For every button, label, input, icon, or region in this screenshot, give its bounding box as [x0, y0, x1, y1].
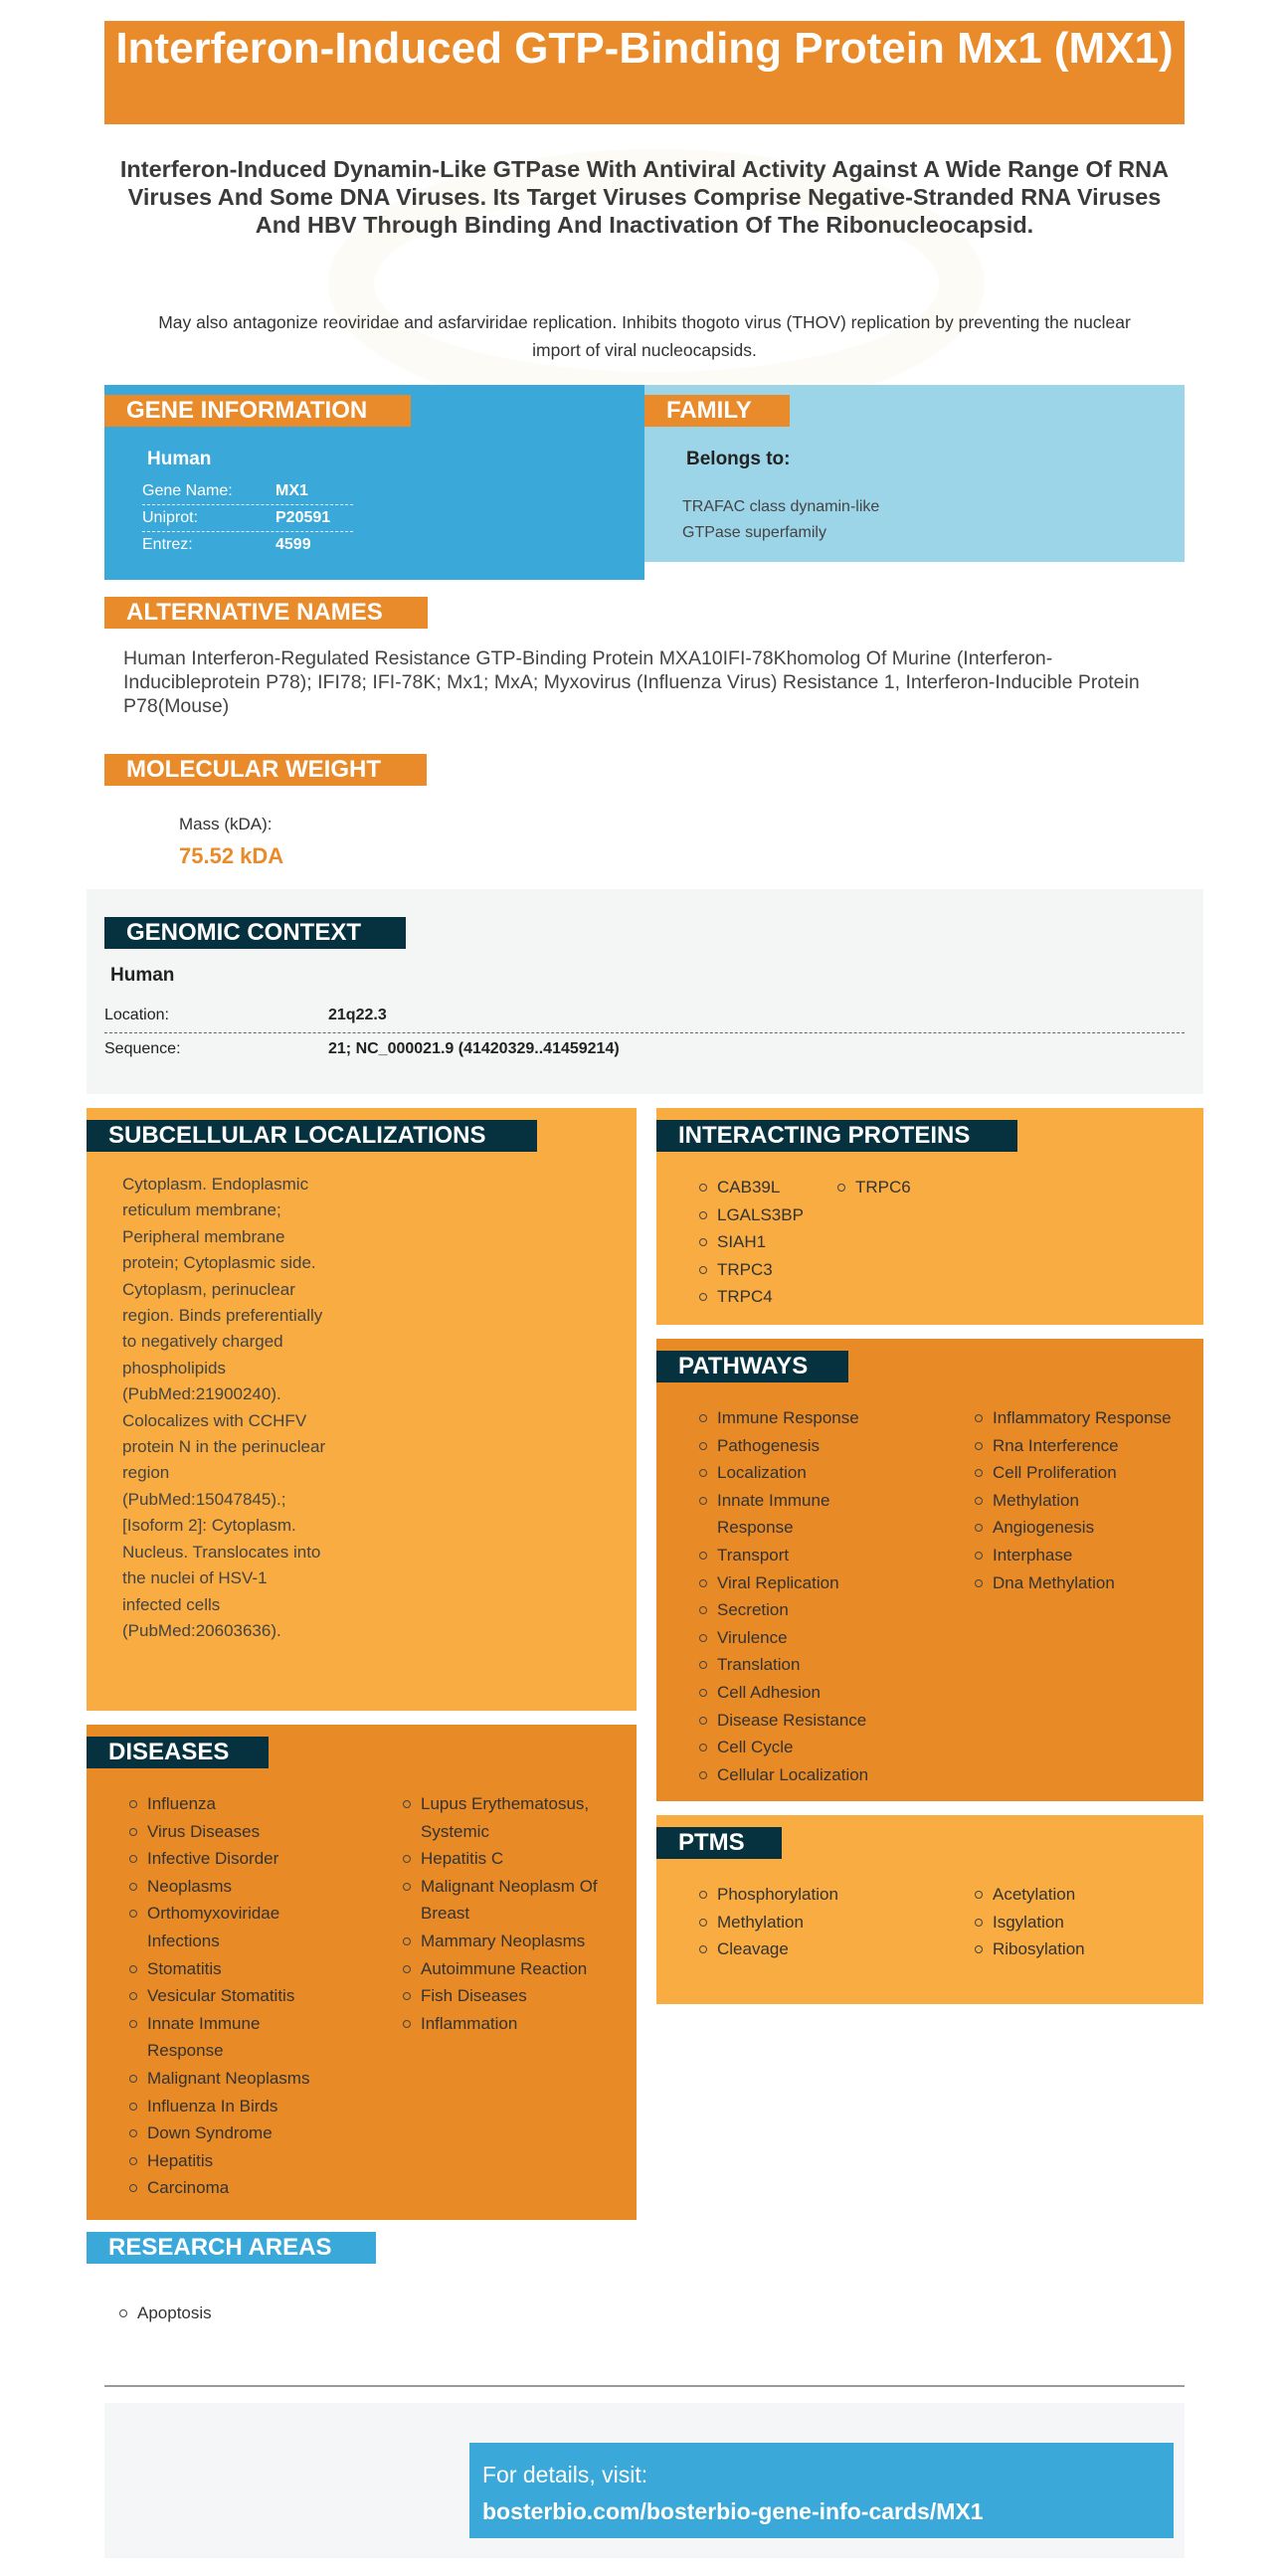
entrez-key: Entrez:	[142, 536, 193, 553]
list-item: Viral Replication	[699, 1569, 948, 1597]
diseases-list-2	[403, 1790, 620, 2037]
list-item: Innate Immune Response	[699, 1487, 848, 1542]
research-areas-list	[119, 2300, 418, 2327]
footer-details-link[interactable]: bosterbio.com/bosterbio-gene-info-cards/MX1	[482, 2498, 984, 2524]
list-item: Stomatitis	[129, 1955, 328, 1983]
diseases-panel	[87, 1725, 637, 2220]
list-item: TRPC4	[699, 1283, 828, 1311]
list-item: Hepatitis C	[403, 1845, 620, 1873]
list-item: Cell Adhesion	[699, 1679, 948, 1707]
uniprot-value[interactable]: P20591	[275, 509, 331, 526]
list-item: Rna Interference	[975, 1432, 1198, 1460]
ptms-label: PTMS	[656, 1827, 782, 1859]
list-item: Inflammation	[403, 2010, 620, 2038]
list-item: Fish Diseases	[403, 1982, 620, 2010]
research-areas-label: RESEARCH AREAS	[87, 2232, 376, 2264]
list-item: Secretion	[699, 1596, 948, 1624]
sequence-value: 21; NC_000021.9 (41420329..41459214)	[328, 1040, 620, 1057]
alternative-names-label: ALTERNATIVE NAMES	[104, 597, 428, 629]
list-item: Immune Response	[699, 1404, 948, 1432]
row-divider	[142, 504, 353, 505]
list-item: Malignant Neoplasm Of Breast	[403, 1873, 602, 1928]
list-item: Vesicular Stomatitis	[129, 1982, 328, 2010]
row-divider	[104, 1032, 1185, 1033]
list-item: Innate Immune Response	[129, 2010, 298, 2065]
list-item: Phosphorylation	[699, 1881, 948, 1909]
list-item: TRPC3	[699, 1256, 828, 1284]
list-item: Inflammatory Response	[975, 1404, 1198, 1432]
interacting-proteins-list-1	[699, 1174, 828, 1311]
molecular-weight-label: MOLECULAR WEIGHT	[104, 754, 427, 786]
list-item: Dna Methylation	[975, 1569, 1198, 1597]
genomic-context-panel	[87, 889, 1203, 1094]
interacting-proteins-list-2	[837, 1174, 957, 1201]
list-item: Disease Resistance	[699, 1707, 948, 1735]
gene-name-value: MX1	[275, 482, 308, 499]
row-divider	[142, 531, 353, 532]
list-item: Down Syndrome	[129, 2119, 328, 2147]
list-item: Virulence	[699, 1624, 948, 1652]
diseases-list-1	[129, 1790, 328, 2202]
entrez-value[interactable]: 4599	[275, 536, 311, 553]
list-item: Transport	[699, 1542, 948, 1569]
footer-details-box	[469, 2443, 1174, 2538]
list-item: Translation	[699, 1651, 948, 1679]
ptms-list-2	[975, 1881, 1193, 1963]
list-item: Neoplasms	[129, 1873, 328, 1901]
mass-value: 75.52 kDA	[179, 843, 284, 868]
list-item: Cellular Localization	[699, 1761, 948, 1789]
footer-visit-text: For details, visit:	[482, 2462, 648, 2487]
interacting-proteins-panel	[656, 1108, 1203, 1325]
list-item: Cell Cycle	[699, 1734, 948, 1761]
family-panel	[644, 385, 1185, 562]
pathways-panel	[656, 1339, 1203, 1801]
list-item: Malignant Neoplasms	[129, 2065, 328, 2093]
list-item: Autoimmune Reaction	[403, 1955, 620, 1983]
list-item: Angiogenesis	[975, 1514, 1198, 1542]
list-item: Orthomyxoviridae Infections	[129, 1900, 298, 1954]
genomic-context-label: GENOMIC CONTEXT	[104, 917, 406, 949]
family-heading: Belongs to:	[686, 449, 791, 469]
list-item: Infective Disorder	[129, 1845, 328, 1873]
list-item: Ribosylation	[975, 1935, 1193, 1963]
list-item: SIAH1	[699, 1228, 828, 1256]
alternative-names-text: Human Interferon-Regulated Resistance GTP-Binding Protein MXA10IFI-78Khomolog Of Murine (Interferon-Inducibleprotein P78); IFI78; IFI-78K; Mx1; MxA; Myxovirus (Influenza Virus) Resistance 1, Interferon-Inducible Protein P78(Mouse)	[123, 647, 1140, 717]
list-item: Acetylation	[975, 1881, 1193, 1909]
page-title: Interferon-Induced GTP-Binding Protein Mx1 (MX1)	[104, 21, 1185, 124]
location-key: Location:	[104, 1007, 169, 1023]
location-value: 21q22.3	[328, 1007, 387, 1023]
pathways-label: PATHWAYS	[656, 1351, 848, 1382]
list-item: TRPC6	[837, 1174, 957, 1201]
list-item: Methylation	[975, 1487, 1198, 1515]
gene-name-key: Gene Name:	[142, 482, 233, 499]
mass-label: Mass (kDA):	[179, 815, 273, 833]
list-item: Isgylation	[975, 1909, 1193, 1936]
pathways-list-2	[975, 1404, 1198, 1596]
protein-summary-extra: May also antagonize reoviridae and asfarviridae replication. Inhibits thogoto virus (THOV) replication by preventing the nuclear import of viral nucleocapsids.	[158, 312, 1131, 360]
sequence-key: Sequence:	[104, 1040, 181, 1057]
subcellular-text: Cytoplasm. Endoplasmic reticulum membrane; Peripheral membrane protein; Cytoplasmic side. Cytoplasm, perinuclear region. Binds preferentially to negatively charged phospholipids (PubMed:21900240). Colocalizes with CCHFV protein N in the perinuclear region (PubMed:15047845).; [Isoform 2]: Cytoplasm. Nucleus. Translocates into the nuclei of HSV-1 infected cells (PubMed:20603636).	[122, 1175, 326, 1640]
subcellular-panel	[87, 1108, 637, 1711]
family-label: FAMILY	[644, 395, 790, 427]
subcellular-label: SUBCELLULAR LOCALIZATIONS	[87, 1120, 537, 1152]
gene-information-label: GENE INFORMATION	[104, 395, 411, 427]
list-item: Apoptosis	[119, 2300, 418, 2327]
family-text: TRAFAC class dynamin-like GTPase superfamily	[682, 498, 880, 541]
list-item: LGALS3BP	[699, 1201, 828, 1229]
protein-summary: Interferon-Induced Dynamin-Like GTPase With Antiviral Activity Against A Wide Range Of RNA Viruses And Some DNA Viruses. Its Target Viruses Comprise Negative-Stranded RNA Viruses And HBV Through Binding And Inactivation Of The Ribonucleocapsid.	[119, 156, 1170, 238]
gene-species: Human	[147, 449, 212, 469]
list-item: Lupus Erythematosus, Systemic	[403, 1790, 620, 1845]
list-item: Localization	[699, 1459, 948, 1487]
list-item: CAB39L	[699, 1174, 828, 1201]
list-item: Influenza In Birds	[129, 2093, 328, 2120]
pathways-list-1	[699, 1404, 948, 1788]
genomic-species: Human	[110, 965, 175, 986]
list-item: Virus Diseases	[129, 1818, 328, 1846]
list-item: Interphase	[975, 1542, 1198, 1569]
uniprot-key: Uniprot:	[142, 509, 199, 526]
list-item: Mammary Neoplasms	[403, 1928, 620, 1955]
ptms-list-1	[699, 1881, 948, 1963]
list-item: Cell Proliferation	[975, 1459, 1198, 1487]
list-item: Cleavage	[699, 1935, 948, 1963]
list-item: Pathogenesis	[699, 1432, 948, 1460]
list-item: Methylation	[699, 1909, 948, 1936]
ptms-panel	[656, 1815, 1203, 2004]
footer-divider	[104, 2385, 1185, 2387]
list-item: Carcinoma	[129, 2174, 328, 2202]
gene-information-panel	[104, 385, 644, 580]
list-item: Hepatitis	[129, 2147, 328, 2175]
diseases-label: DISEASES	[87, 1737, 269, 1768]
interacting-proteins-label: INTERACTING PROTEINS	[656, 1120, 1017, 1152]
list-item: Influenza	[129, 1790, 328, 1818]
